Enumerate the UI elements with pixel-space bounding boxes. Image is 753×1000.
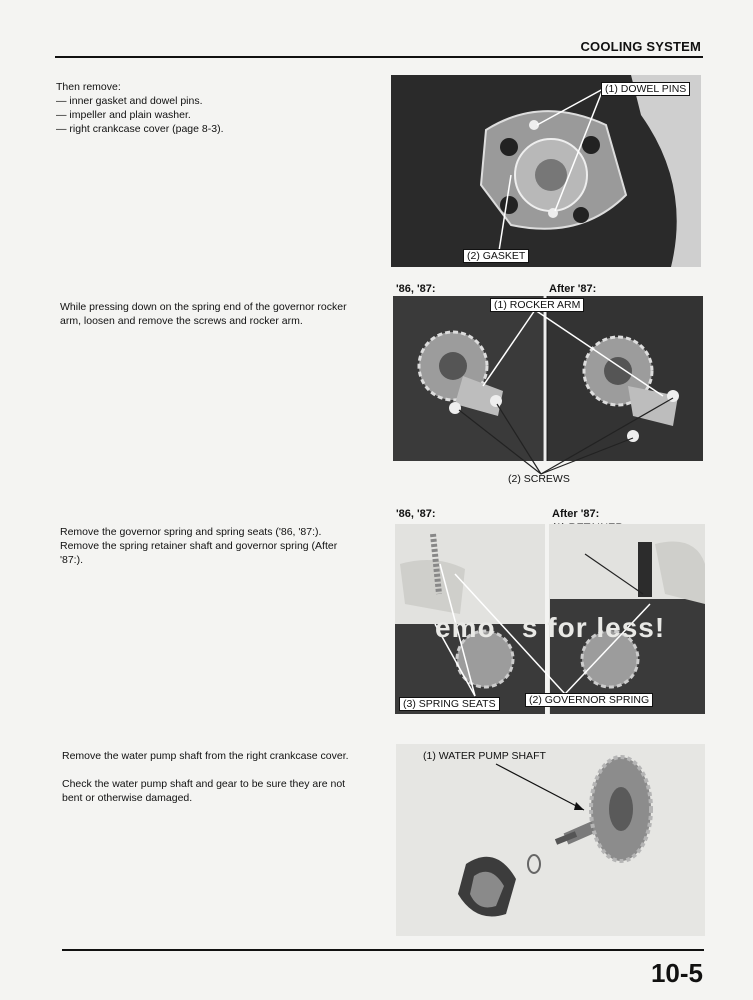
step-2-line: While pressing down on the spring end of the governor rocker [60, 301, 347, 313]
section-title: COOLING SYSTEM [580, 39, 701, 54]
footer-rule [62, 949, 704, 951]
photo-2-illustration [393, 296, 703, 489]
photo-water-pump-shaft [396, 744, 705, 936]
header-rule [55, 56, 703, 58]
step-4-line: Remove the water pump shaft from the right crankcase cover. [62, 750, 349, 762]
photo-governor-spring [395, 524, 705, 714]
step-4-line: bent or otherwise damaged. [62, 792, 193, 804]
photo-dowel-pins-gasket [391, 75, 701, 267]
step-1-line: Then remove: [56, 81, 121, 93]
year-label-86-87: '86, '87: [396, 508, 436, 520]
photo-rocker-arm-screws [393, 296, 703, 489]
step-3-line: '87:). [60, 554, 84, 566]
photo-4-illustration [396, 744, 705, 936]
step-4-line: Check the water pump shaft and gear to be sure they are not [62, 778, 346, 790]
step-3-text [60, 525, 390, 567]
step-1-line: — right crankcase cover (page 8-3). [56, 123, 224, 135]
callout-water-pump-shaft: (1) WATER PUMP SHAFT [423, 750, 546, 762]
step-3-line: Remove the governor spring and spring seats ('86, '87:). [60, 526, 322, 538]
year-label-after-87: After '87: [552, 508, 600, 520]
step-2-line: arm, loosen and remove the screws and rocker arm. [60, 315, 303, 327]
step-1-line: — impeller and plain washer. [56, 109, 191, 121]
step-3-line: Remove the spring retainer shaft and governor spring (After [60, 540, 338, 552]
callout-governor-spring: (2) GOVERNOR SPRING [525, 693, 653, 707]
step-4-spacer [62, 763, 392, 777]
step-1-line: — inner gasket and dowel pins. [56, 95, 203, 107]
callout-rocker-arm: (1) ROCKER ARM [490, 298, 584, 312]
step-1-text [56, 80, 356, 136]
year-label-86-87: '86, '87: [396, 283, 436, 295]
callout-spring-seats: (3) SPRING SEATS [399, 697, 500, 711]
callout-dowel-pins: (1) DOWEL PINS [601, 82, 690, 96]
step-2-text [60, 300, 390, 328]
year-label-after-87: After '87: [549, 283, 597, 295]
callout-gasket: (2) GASKET [463, 249, 529, 263]
step-4-text [62, 749, 392, 805]
photo-1-illustration [391, 75, 701, 267]
watermark-text: emo s for less! [435, 612, 666, 643]
page-number: 10-5 [650, 958, 703, 988]
callout-screws: (2) SCREWS [508, 473, 570, 485]
